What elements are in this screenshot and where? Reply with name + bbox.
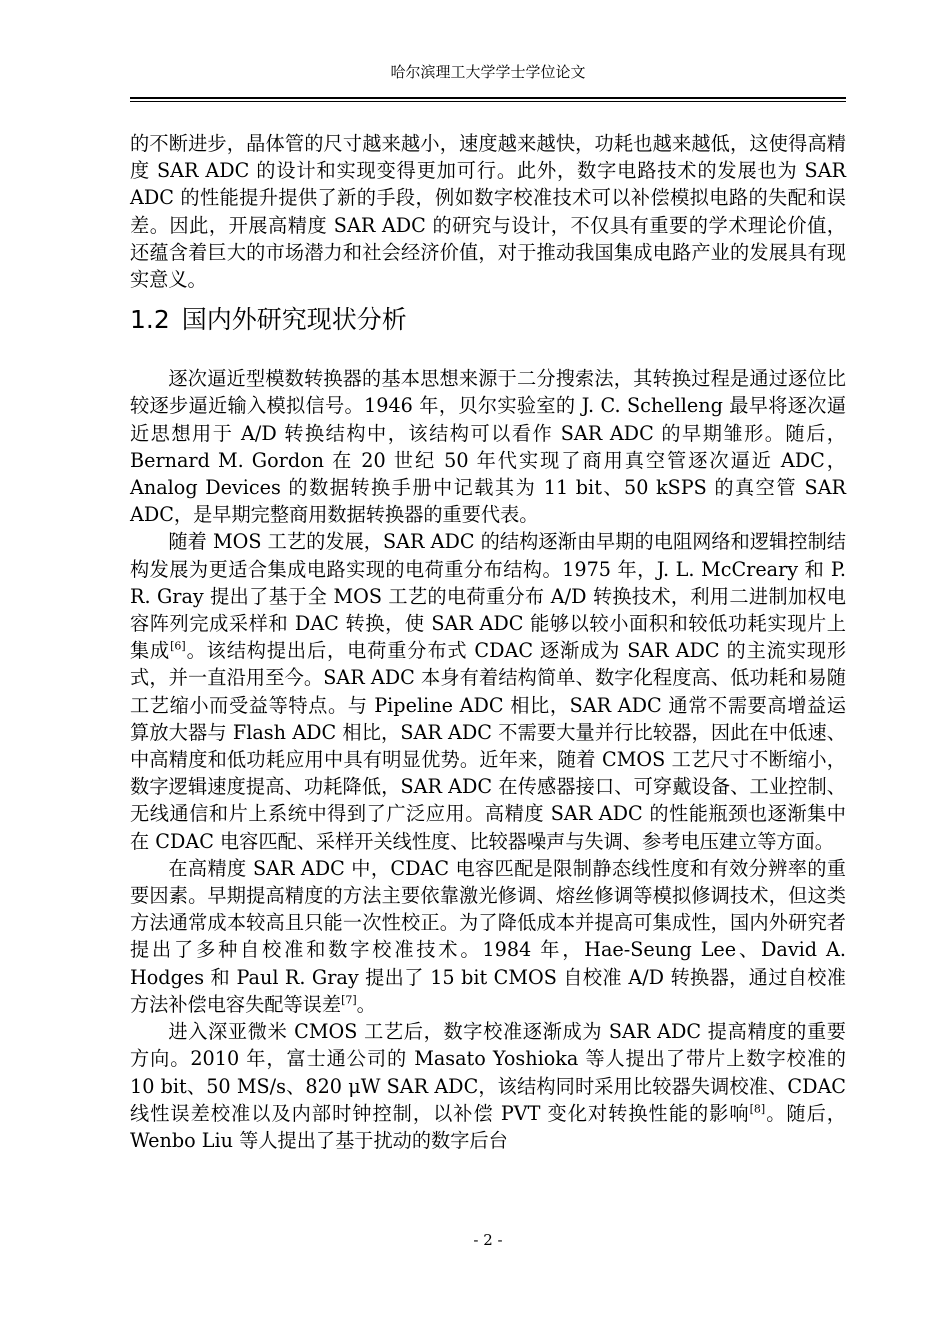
- page-number: - 2 -: [473, 1231, 503, 1249]
- paragraph-4-text-b: 。随后，Wenbo Liu 等人提出了基于扰动的数字后台: [130, 1101, 846, 1152]
- paragraph-4-text-a: 进入深亚微米 CMOS 工艺后，数字校准逐渐成为 SAR ADC 提高精度的重要方向。2010 年，富士通公司的 Masato Yoshioka 等人提出了带片上数字校准的 10 bit、50 MS/s、820 μW SAR ADC，该结构同时采用比较器失调校准、CDAC 线性误差校准以及内部时钟控制，以补偿 PVT 变化对转换性能的影响: [130, 1020, 846, 1125]
- paragraph-4: [130, 1018, 846, 1154]
- section-number: 1.2: [130, 305, 170, 335]
- header-rule-thick: [130, 97, 846, 99]
- paragraph-2: [130, 528, 846, 854]
- continued-paragraph: 的不断进步，晶体管的尺寸越来越小，速度越来越快，功耗也越来越低，这使得高精度 SAR ADC 的设计和实现变得更加可行。此外，数字电路技术的发展也为 SAR ADC 的性能提升提供了新的手段，例如数字校准技术可以补偿模拟电路的失配和误差。因此，开展高精度 SAR ADC 的研究与设计，不仅具有重要的学术理论价值，还蕴含着巨大的市场潜力和社会经济价值，对于推动我国集成电路产业的发展具有现实意义。: [130, 132, 846, 292]
- section-title: 国内外研究现状分析: [181, 305, 407, 335]
- paragraph-3-text-a: 在高精度 SAR ADC 中，CDAC 电容匹配是限制静态线性度和有效分辨率的重要因素。早期提高精度的方法主要依靠激光修调、熔丝修调等模拟修调技术，但这类方法通常成本较高且只能一次性校正。为了降低成本并提高可集成性，国内外研究者提出了多种自校准和数字校准技术。1984 年，Hae-Seung Lee、David A. Hodges 和 Paul R. Gray 提出了 15 bit CMOS 自校准 A/D 转换器，通过自校准方法补偿电容失配等误差: [130, 856, 846, 1016]
- section-heading: [130, 303, 846, 337]
- citation-8: [8]: [749, 1102, 766, 1116]
- paragraph-3: [130, 855, 846, 1018]
- page-body: [130, 130, 846, 1154]
- paragraph-3-text-b: 。: [356, 992, 376, 1016]
- paragraph-2-text-b: 。该结构提出后，电荷重分布式 CDAC 逐渐成为 SAR ADC 的主流实现形式，并一直沿用至今。SAR ADC 本身有着结构简单、数字化程度高、低功耗和易随工艺缩小而受益等特点。与 Pipeline ADC 相比，SAR ADC 通常不需要高增益运算放大器与 Flash ADC 相比，SAR ADC 不需要大量并行比较器，因此在中低速、中高精度和低功耗应用中具有明显优势。近年来，随着 CMOS 工艺尺寸不断缩小，数字逻辑速度提高、功耗降低，SAR ADC 在传感器接口、可穿戴设备、工业控制、无线通信和片上系统中得到了广泛应用。高精度 SAR ADC 的性能瓶颈也逐渐集中在 CDAC 电容匹配、采样开关线性度、比较器噪声与失调、参考电压建立等方面。: [130, 639, 847, 853]
- running-header: 哈尔滨理工大学学士学位论文: [390, 63, 586, 81]
- citation-6: [6]: [170, 639, 186, 653]
- paragraph-2-text-a: 随着 MOS 工艺的发展，SAR ADC 的结构逐渐由早期的电阻网络和逻辑控制结构发展为更适合集成电路实现的电荷重分布结构。1975 年，J. L. McCreary 和 P. R. Gray 提出了基于全 MOS 工艺的电荷重分布 A/D 转换技术，利用二进制加权电容阵列完成采样和 DAC 转换，使 SAR ADC 能够以较小面积和较低功耗实现片上集成: [130, 530, 846, 663]
- citation-7: [7]: [341, 993, 357, 1007]
- paragraph-1: 逐次逼近型模数转换器的基本思想来源于二分搜索法，其转换过程是通过逐位比较逐步逼近输入模拟信号。1946 年，贝尔实验室的 J. C. Schelleng 最早将逐次逼近思想用于 A/D 转换结构中，该结构可以看作 SAR ADC 的早期雏形。随后，Bernard M. Gordon 在 20 世纪 50 年代实现了商用真空管逐次逼近 ADC，Analog Devices 的数据转换手册中记载其为 11 bit、50 kSPS 的真空管 SAR ADC，是早期完整商用数据转换器的重要代表。: [130, 367, 846, 527]
- header-rule-thin: [130, 101, 846, 102]
